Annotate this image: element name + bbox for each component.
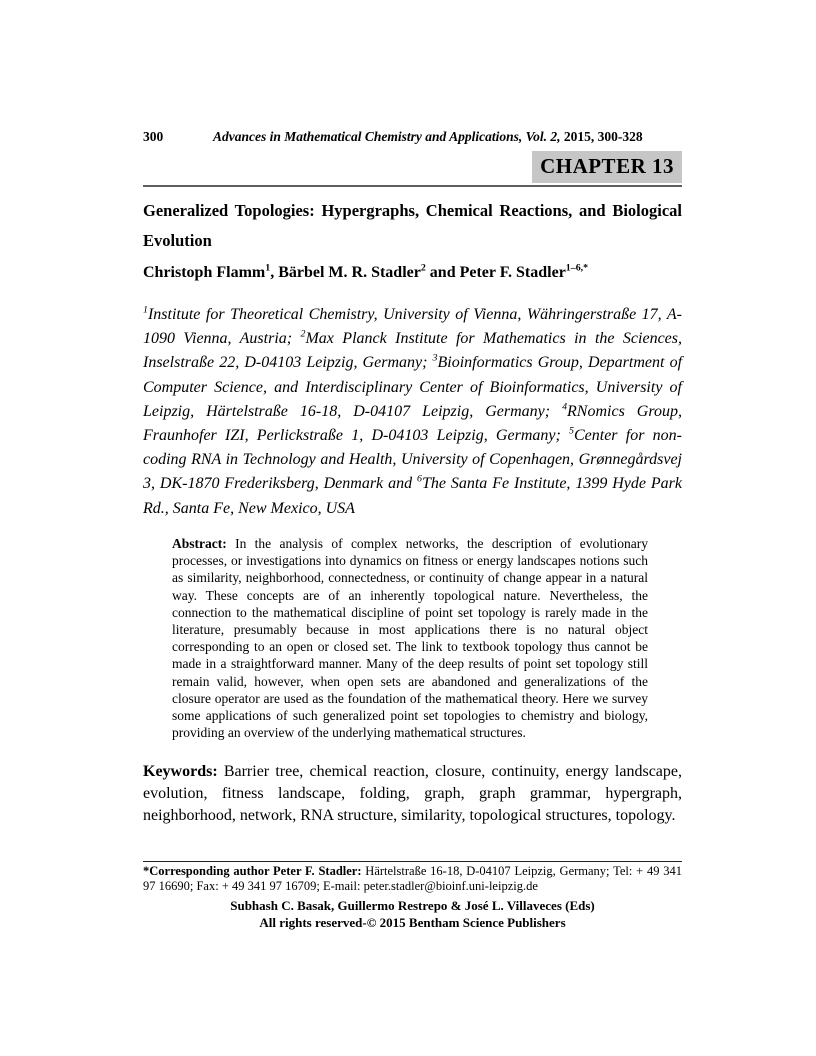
- corresponding-author-footnote: *Corresponding author Peter F. Stadler: Härtelstraße 16-18, D-04107 Leipzig, Germany; Tel: + 49 341 97 16690; Fax: + 49 341 97 16709; E-mail: peter.stadler@bioinf.uni-leipzig.de: [143, 864, 683, 894]
- journal-title: Advances in Mathematical Chemistry and Applications, Vol. 2,: [213, 129, 561, 144]
- chapter-label: CHAPTER 13: [532, 151, 682, 183]
- footnote-rule: [143, 861, 682, 862]
- running-header: [143, 129, 682, 145]
- abstract: [172, 535, 648, 741]
- editors-line: Subhash C. Basak, Guillermo Restrepo & José L. Villaveces (Eds): [230, 898, 595, 913]
- journal-volume-pages: 2015, 300-328: [560, 129, 643, 144]
- affiliations: $^1$Institute for Theoretical Chemistry, University of Vienna, Währingerstraße 17, A-1090 Vienna, Austria; $^2$Max Planck Institute for Mathematics in the Sciences, Inselstraße 22, D-04103 Leipzig, Germany; $^3$Bioinformatics Group, Department of Computer Science, and Interdisciplinary Center of Bioinformatics, University of Leipzig, Härtelstraße 16-18, D-04107 Leipzig, Germany; $^4$RNomics Group, Fraunhofer IZI, Perlickstraße 1, D-04103 Leipzig, Germany; $^5$Center for non-coding RNA in Technology and Health, University of Copenhagen, Grønnegårdsvej 3, DK-1870 Frederiksberg, Denmark and $^6$The Santa Fe Institute, 1399 Hyde Park Rd., Santa Fe, New Mexico, USA: [143, 304, 683, 517]
- header-rule: [143, 185, 682, 187]
- keywords: [143, 761, 682, 827]
- keywords-label: Keywords:: [143, 763, 218, 780]
- chapter-title: Generalized Topologies: Hypergraphs, Chemical Reactions, and Biological Evolution: [143, 201, 682, 250]
- publisher-footer: [143, 897, 682, 931]
- page-number: 300: [143, 129, 164, 144]
- abstract-text: In the analysis of complex networks, the description of evolutionary processes, or investigations into dynamics on fitness or energy landscapes notions such as similarity, neighborhood, connectedness, or continuity of change appear in a natural way. These concepts are of an inherently topological nature. Nevertheless, the connection to the mathematical discipline of point set topology is rarely made in the literature, presumably because in most applications there is no natural object corresponding to an open or closed set. The link to textbook topology thus cannot be made in a straightforward manner. Many of the deep results of point set topology still remain valid, however, when open sets are abandoned and generalizations of the closure operator are used as the foundation of the mathematical theory. Here we survey some applications of such generalized point set topologies to chemistry and biology, providing an overview of the underlying mathematical structures.: [172, 536, 648, 741]
- page-content: [143, 0, 682, 1056]
- abstract-label: Abstract:: [172, 536, 227, 551]
- copyright-line: All rights reserved-© 2015 Bentham Science Publishers: [259, 915, 566, 930]
- chapter-banner-row: [143, 151, 682, 183]
- authors-line: Christoph Flamm$^1$, Bärbel M. R. Stadler$^2$ and Peter F. Stadler$^{1-6,*}$: [143, 262, 589, 281]
- keywords-text: Barrier tree, chemical reaction, closure, continuity, energy landscape, evolution, fitness landscape, folding, graph, graph grammar, hypergraph, neighborhood, network, RNA structure, similarity, topological structures, topology.: [143, 763, 682, 824]
